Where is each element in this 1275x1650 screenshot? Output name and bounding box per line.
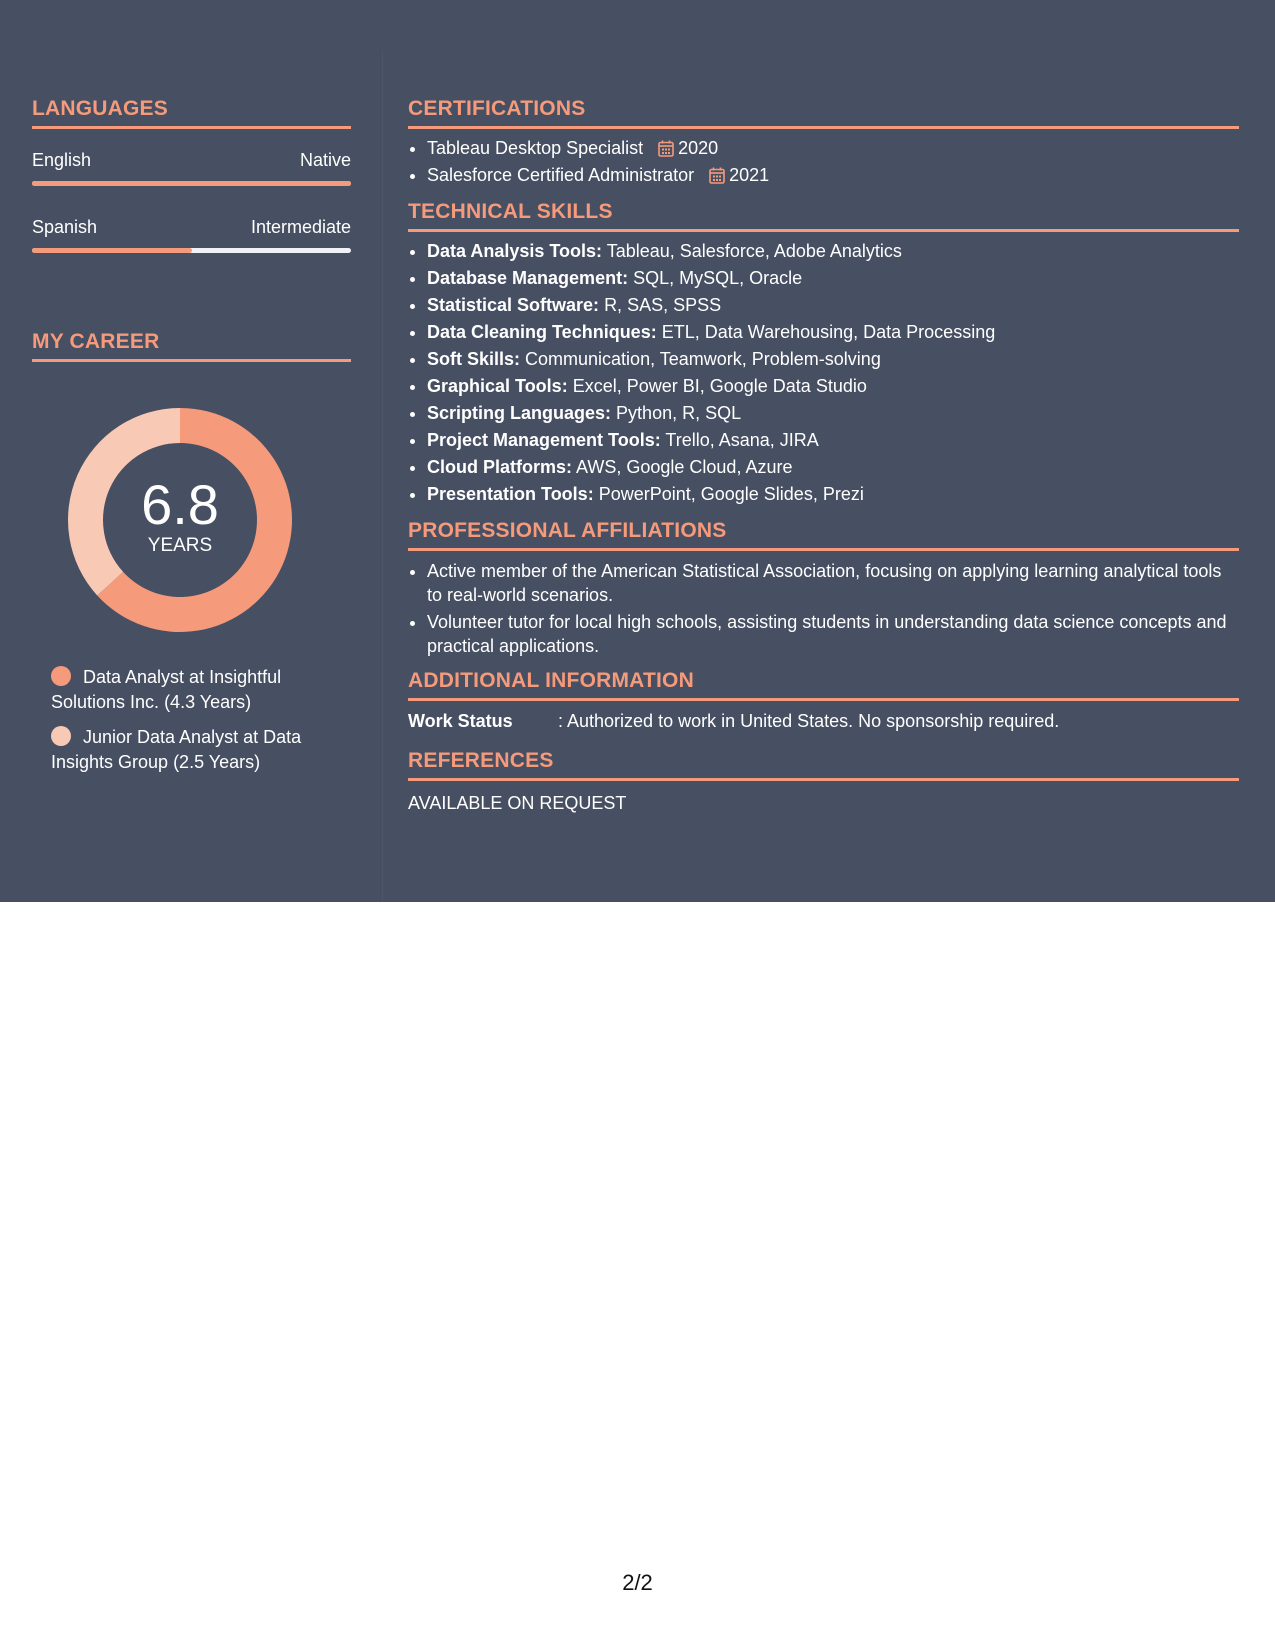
certifications-list [408, 135, 1239, 189]
skill-label: Project Management Tools: [427, 430, 661, 450]
right-column [408, 96, 1239, 814]
skill-value: Trello, Asana, JIRA [665, 430, 819, 450]
skill-item [427, 292, 1239, 319]
affiliation-item: • Active member of the American Statistical Association, focusing on applying learning analytical tools to real-world scenarios. [427, 559, 1239, 607]
language-proficiency-fill [32, 248, 192, 253]
calendar-icon [658, 140, 674, 157]
affiliations-list [408, 559, 1239, 658]
skill-value: ETL, Data Warehousing, Data Processing [661, 322, 996, 342]
skill-value: Python, R, SQL [616, 403, 742, 423]
language-proficiency-bar [32, 181, 351, 186]
skill-label: Data Cleaning Techniques: [427, 322, 657, 342]
skill-item [427, 454, 1239, 481]
page-number: 2/2 [622, 1570, 653, 1595]
references-text: AVAILABLE ON REQUEST [408, 793, 627, 813]
skills-list [408, 238, 1239, 508]
skill-item [427, 319, 1239, 346]
skill-item [427, 400, 1239, 427]
certification-year: 2020 [678, 138, 719, 158]
skill-label: Soft Skills: [427, 349, 521, 369]
career-total-unit: YEARS [147, 535, 213, 556]
skill-value: Communication, Teamwork, Problem-solving [525, 349, 881, 369]
skill-item [427, 265, 1239, 292]
skill-value: AWS, Google Cloud, Azure [576, 457, 793, 477]
skill-value: Tableau, Salesforce, Adobe Analytics [606, 241, 902, 261]
skills-heading: TECHNICAL SKILLS [408, 199, 1239, 232]
legend-dot-icon [51, 666, 71, 686]
certification-year: 2021 [729, 165, 770, 185]
skill-label: Presentation Tools: [427, 484, 594, 504]
career-total-value: 6.8 [141, 473, 219, 536]
references-heading: REFERENCES [408, 748, 1239, 781]
language-level: Intermediate [250, 217, 351, 237]
language-proficiency-fill [32, 181, 351, 186]
skill-item [427, 427, 1239, 454]
career-legend [51, 665, 341, 775]
career-donut-chart [65, 405, 295, 635]
affiliations-heading: PROFESSIONAL AFFILIATIONS [408, 518, 1239, 551]
certification-item [427, 162, 1239, 189]
additional-info-heading: ADDITIONAL INFORMATION [408, 668, 1239, 701]
skill-label: Statistical Software: [427, 295, 600, 315]
skill-item [427, 346, 1239, 373]
skill-value: PowerPoint, Google Slides, Prezi [598, 484, 864, 504]
career-legend-item [51, 665, 341, 715]
left-column [32, 96, 351, 785]
certification-item [427, 135, 1239, 162]
language-name: English [32, 150, 92, 170]
skill-label: Graphical Tools: [427, 376, 568, 396]
career-legend-item [51, 725, 341, 775]
career-legend-label: Data Analyst at Insightful Solutions Inc. (4.3 Years) [51, 667, 282, 712]
calendar-icon [709, 167, 725, 184]
career-heading: MY CAREER [32, 329, 351, 362]
skill-item [427, 373, 1239, 400]
affiliation-item: • Volunteer tutor for local high schools, assisting students in understanding data science concepts and practical applications. [427, 610, 1239, 658]
languages-heading: LANGUAGES [32, 96, 351, 129]
certification-name: Salesforce Certified Administrator [427, 165, 695, 185]
work-status-value: : Authorized to work in United States. No sponsorship required. [558, 711, 1060, 731]
skill-item [427, 481, 1239, 508]
skill-label: Database Management: [427, 268, 629, 288]
skill-value: SQL, MySQL, Oracle [633, 268, 803, 288]
legend-dot-icon [51, 726, 71, 746]
language-name: Spanish [32, 217, 98, 237]
skill-label: Scripting Languages: [427, 403, 612, 423]
skill-value: Excel, Power BI, Google Data Studio [572, 376, 867, 396]
career-legend-label: Junior Data Analyst at Data Insights Group (2.5 Years) [51, 727, 302, 772]
skill-label: Cloud Platforms: [427, 457, 573, 477]
certification-name: Tableau Desktop Specialist [427, 138, 644, 158]
language-proficiency-bar [32, 248, 351, 253]
skill-value: R, SAS, SPSS [604, 295, 722, 315]
certifications-heading: CERTIFICATIONS [408, 96, 1239, 129]
language-item [32, 149, 351, 186]
work-status-row [408, 711, 1239, 732]
column-divider [382, 50, 383, 902]
skill-label: Data Analysis Tools: [427, 241, 603, 261]
skill-item [427, 238, 1239, 265]
work-status-label: Work Status [408, 711, 513, 731]
language-level: Native [299, 150, 351, 170]
language-item [32, 216, 351, 253]
